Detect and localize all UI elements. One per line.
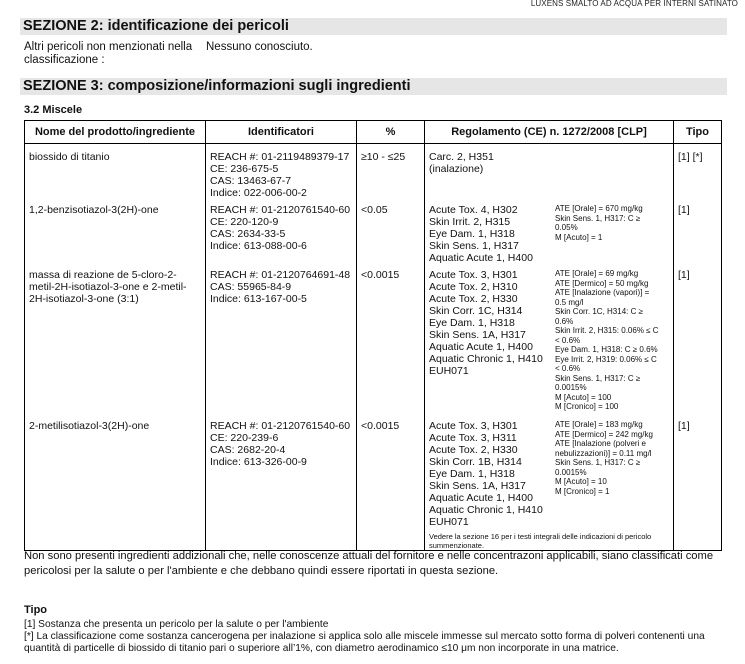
type-legend-notes (24, 619, 734, 655)
section-2-title: SEZIONE 2: identificazione dei pericoli (20, 18, 727, 35)
ingredient-type (674, 144, 722, 200)
hazard-class-line: Acute Tox. 3, H311 (429, 432, 517, 444)
column-header-type: Tipo (674, 121, 722, 144)
ate-limits (553, 269, 669, 412)
hazard-class-line: Carc. 2, H351 (429, 151, 494, 163)
hazard-class-line: Skin Sens. 1A, H317 (429, 480, 526, 492)
ingredient-name (25, 144, 206, 200)
type-legend-title: Tipo (24, 604, 48, 616)
hazard-classes (429, 204, 553, 264)
ate-limit-line: M [Cronico] = 1 (555, 486, 610, 496)
hazard-class-line: Acute Tox. 2, H330 (429, 293, 518, 305)
ate-limit-line: M [Acuto] = 100 (555, 392, 612, 402)
ate-limit-line: ATE [Orale] = 670 mg/kg (555, 204, 643, 213)
ingredient-regulation (425, 199, 674, 264)
ate-limits (553, 151, 669, 175)
ingredients-table (24, 120, 722, 551)
identifier-line: REACH #: 01-2120761540-60 (210, 204, 351, 216)
hazard-class-line: Skin Irrit. 2, H315 (429, 216, 511, 228)
ingredient-name (25, 264, 206, 415)
ate-limit-line: Skin Sens. 1, H317: C ≥ (555, 458, 641, 467)
ate-limit-line: Skin Irrit. 2, H315: 0.06% ≤ C (555, 326, 659, 335)
hazard-class-line: (inalazione) (429, 163, 484, 175)
hazard-class-line: Skin Sens. 1A, H317 (429, 329, 526, 341)
hazard-class-line: Acute Tox. 3, H301 (429, 269, 518, 281)
hazard-class-line: Eye Dam. 1, H318 (429, 317, 515, 329)
hazard-classes (429, 420, 553, 528)
ingredient-type-text: [1] (678, 420, 690, 432)
hazard-class-line: Eye Dam. 1, H318 (429, 468, 515, 480)
identifier-line: CAS: 13463-67-7 (210, 175, 292, 187)
hazard-class-line: Aquatic Chronic 1, H410 (429, 504, 543, 516)
ingredient-percent-text: <0.05 (361, 204, 388, 216)
hazard-classes (429, 151, 553, 175)
ingredient-type (674, 264, 722, 415)
hazard-class-line: Acute Tox. 3, H301 (429, 420, 518, 432)
hazard-class-line: Aquatic Acute 1, H400 (429, 252, 533, 264)
identifier-line: CE: 236-675-5 (210, 163, 279, 175)
document-header-product: LUXENS SMALTO AD ACQUA PER INTERNI SATINATO (530, 0, 738, 8)
type-note-asterisk: [*] La classificazione come sostanza cancerogena per inalazione si applica solo alle miscele immesse sul mercato sotto forma di polveri contenenti una quantità di particelle di biossido di titanio pari o superiore all’1%, con diametro aerodinamico ≤10 μm non incorporate in una matrice. (24, 631, 705, 654)
ingredient-name-text: 1,2-benzisotiazol-3(2H)-one (29, 204, 159, 216)
ate-limit-line: 0.5 mg/l (555, 297, 584, 307)
ingredient-percent-text: <0.0015 (361, 420, 400, 432)
identifier-line: REACH #: 01-2120764691-48 (210, 269, 351, 281)
ate-limit-line: nebulizzazioni)] = 0.11 mg/l (555, 448, 652, 458)
ate-limit-line: M [Acuto] = 1 (555, 232, 603, 242)
hazard-class-line: EUH071 (429, 516, 469, 528)
hazard-class-line: Aquatic Chronic 1, H410 (429, 353, 543, 365)
ingredient-regulation (425, 264, 674, 415)
identifier-line: REACH #: 01-2120761540-60 (210, 420, 351, 432)
column-header-regulation: Regolamento (CE) n. 1272/2008 [CLP] (425, 121, 674, 144)
other-hazards-value: Nessuno conosciuto. (206, 41, 313, 53)
ate-limit-line: ATE [Inalazione (polveri e (555, 439, 647, 448)
ingredient-type (674, 415, 722, 551)
ingredient-identifiers (206, 199, 357, 264)
other-hazards-label: Altri pericoli non menzionati nella classificazione : (24, 41, 193, 66)
column-header-identifiers: Identificatori (206, 121, 357, 144)
ingredient-name (25, 415, 206, 551)
ate-limit-line: ATE [Orale] = 183 mg/kg (555, 420, 643, 429)
hazard-classes (429, 269, 553, 412)
ate-limit-line: ATE [Dermico] = 242 mg/kg (555, 429, 653, 439)
ingredient-type (674, 199, 722, 264)
section-3-title: SEZIONE 3: composizione/informazioni sugli ingredienti (20, 78, 727, 95)
type-note-1: [1] Sostanza che presenta un pericolo per la salute o per l'ambiente (24, 619, 329, 630)
ingredient-identifiers (206, 415, 357, 551)
identifier-line: Indice: 613-326-00-9 (210, 456, 307, 468)
hazard-class-line: EUH071 (429, 365, 469, 377)
hazard-statements-note: Vedere la sezione 16 per i testi integrali delle indicazioni di pericolo summenzionate. (429, 532, 652, 550)
identifier-line: Indice: 613-088-00-6 (210, 240, 307, 252)
hazard-class-line: Aquatic Acute 1, H400 (429, 492, 533, 504)
ate-limit-line: 0.6% (555, 316, 574, 326)
identifier-line: CAS: 2634-33-5 (210, 228, 286, 240)
ate-limit-line: 0.05% (555, 223, 578, 232)
ate-limit-line: ATE [Inalazione (vapori)] = (555, 288, 650, 297)
ingredient-identifiers (206, 144, 357, 200)
hazard-class-line: Skin Corr. 1B, H314 (429, 456, 522, 468)
table-header-row (25, 121, 722, 144)
ate-limit-line: M [Cronico] = 100 (555, 402, 619, 411)
ate-limit-line: < 0.6% (555, 364, 581, 373)
hazard-class-line: Acute Tox. 4, H302 (429, 204, 518, 216)
ingredient-regulation (425, 415, 674, 551)
ingredient-percent (357, 199, 425, 264)
ingredient-percent (357, 264, 425, 415)
table-row (25, 264, 722, 415)
ate-limit-line: 0.0015% (555, 467, 587, 477)
column-header-percent: % (357, 121, 425, 144)
ingredient-name-text: biossido di titanio (29, 151, 110, 163)
ate-limit-line: M [Acuto] = 10 (555, 477, 607, 486)
ingredient-percent-text: ≥10 - ≤25 (361, 151, 406, 163)
ingredient-name-text: massa di reazione de 5-cloro-2-metil-2H-isotiazol-3-one e 2-metil-2H-isotiazol-3-one (3:1) (29, 269, 187, 305)
hazard-class-line: Aquatic Acute 1, H400 (429, 341, 533, 353)
mixtures-subtitle: 3.2 Miscele (24, 104, 83, 116)
ingredient-percent (357, 144, 425, 200)
hazard-class-line: Skin Corr. 1C, H314 (429, 305, 523, 317)
table-row (25, 415, 722, 551)
ingredient-type-text: [1] (678, 204, 690, 216)
identifier-line: CE: 220-239-6 (210, 432, 279, 444)
identifier-line: CAS: 55965-84-9 (210, 281, 292, 293)
ate-limit-line: Skin Sens. 1, H317: C ≥ (555, 213, 641, 223)
ate-limit-line: 0.0015% (555, 383, 587, 392)
ate-limit-line: Skin Sens. 1, H317: C ≥ (555, 373, 641, 383)
identifier-line: Indice: 022-006-00-2 (210, 187, 307, 199)
ate-limits (553, 204, 669, 264)
ingredient-regulation (425, 144, 674, 200)
hazard-class-line: Acute Tox. 2, H330 (429, 444, 518, 456)
ate-limit-line: Eye Irrit. 2, H319: 0.06% ≤ C (555, 354, 657, 364)
ingredient-percent-text: <0.0015 (361, 269, 400, 281)
additional-ingredients-paragraph: Non sono presenti ingredienti addizionali che, nelle conoscenze attuali del fornitore e nelle concentrazoni applicabili, siano classificati come pericolosi per la salute o per l'ambiente e che debbano quindi essere riportati in questa sezione. (24, 550, 714, 577)
ingredient-identifiers (206, 264, 357, 415)
identifier-line: CE: 220-120-9 (210, 216, 279, 228)
ate-limit-line: < 0.6% (555, 335, 581, 345)
ingredient-type-text: [1] [*] (678, 151, 703, 163)
hazard-class-line: Skin Sens. 1, H317 (429, 240, 519, 252)
hazard-class-line: Acute Tox. 2, H310 (429, 281, 518, 293)
ate-limits (553, 420, 669, 528)
table-row (25, 144, 722, 200)
ingredient-type-text: [1] (678, 269, 690, 281)
column-header-name: Nome del prodotto/ingrediente (25, 121, 206, 144)
ate-limit-line: ATE [Orale] = 69 mg/kg (555, 269, 639, 278)
ingredient-name (25, 199, 206, 264)
identifier-line: REACH #: 01-2119489379-17 (210, 151, 350, 163)
ingredient-name-text: 2-metilisotiazol-3(2H)-one (29, 420, 150, 432)
identifier-line: CAS: 2682-20-4 (210, 444, 286, 456)
ate-limit-line: Eye Dam. 1, H318: C ≥ 0.6% (555, 345, 658, 354)
ate-limit-line: Skin Corr. 1C, H314: C ≥ (555, 307, 643, 316)
ate-limit-line: ATE [Dermico] = 50 mg/kg (555, 278, 649, 288)
table-row (25, 199, 722, 264)
identifier-line: Indice: 613-167-00-5 (210, 293, 307, 305)
ingredient-percent (357, 415, 425, 551)
hazard-class-line: Eye Dam. 1, H318 (429, 228, 515, 240)
